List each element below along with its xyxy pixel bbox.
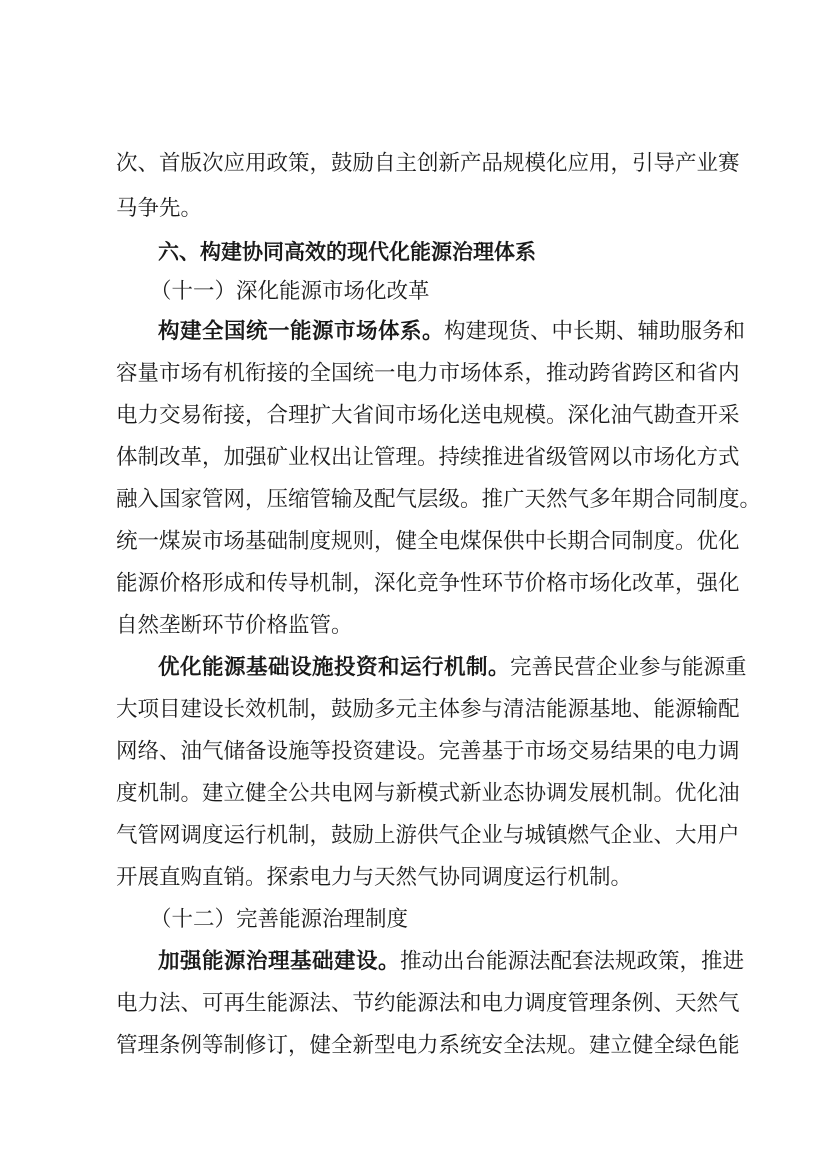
paragraph-lead-title: 加强能源治理基础建设。 (158, 949, 401, 974)
paragraph-lead-title: 优化能源基础设施投资和运行机制。 (158, 655, 511, 680)
paragraph-first-line (158, 648, 747, 688)
paragraph-text: 构建现货、中长期、辅助服务和 (444, 319, 746, 344)
body-line: 次、首版次应用政策，鼓励自主创新产品规模化应用，引导产业赛 (116, 151, 740, 176)
body-line: 融入国家管网，压缩管输及配气层级。推广天然气多年期合同制度。 (116, 487, 762, 512)
body-line: 体制改革，加强矿业权出让管理。持续推进省级管网以市场化方式 (116, 445, 740, 470)
body-line: 网络、油气储备设施等投资建设。完善基于市场交易结果的电力调 (116, 739, 740, 764)
body-line: 电力法、可再生能源法、节约能源法和电力调度管理条例、天然气 (116, 991, 740, 1016)
subsection-heading: （十一）深化能源市场化改革 (150, 279, 430, 304)
body-line: 容量市场有机衔接的全国统一电力市场体系，推动跨省跨区和省内 (116, 361, 740, 386)
section-heading: 六、构建协同高效的现代化能源治理体系 (158, 240, 536, 264)
paragraph-lead-title: 构建全国统一能源市场体系。 (158, 319, 445, 344)
paragraph-text: 推动出台能源法配套法规政策，推进 (400, 949, 745, 974)
body-line: 能源价格形成和传导机制，深化竞争性环节价格市场化改革，强化 (116, 571, 740, 596)
body-line: 统一煤炭市场基础制度规则，健全电煤保供中长期合同制度。优化 (116, 529, 740, 554)
body-line: 度机制。建立健全公共电网与新模式新业态协调发展机制。优化油 (116, 781, 740, 806)
body-line: 气管网调度运行机制，鼓励上游供气企业与城镇燃气企业、大用户 (116, 823, 740, 848)
body-line: 电力交易衔接，合理扩大省间市场化送电规模。深化油气勘查开采 (116, 403, 740, 428)
paragraph-first-line (158, 312, 746, 352)
subsection-heading: （十二）完善能源治理制度 (150, 907, 409, 932)
body-line: 开展直购直销。探索电力与天然气协同调度运行机制。 (116, 865, 633, 890)
body-line: 马争先。 (116, 196, 203, 221)
body-line: 管理条例等制修订，健全新型电力系统安全法规。建立健全绿色能 (116, 1033, 740, 1058)
paragraph-text: 完善民营企业参与能源重 (510, 655, 747, 680)
paragraph-first-line (158, 942, 745, 982)
body-line: 大项目建设长效机制，鼓励多元主体参与清洁能源基地、能源输配 (116, 697, 740, 722)
body-line: 自然垄断环节价格监管。 (116, 613, 353, 638)
